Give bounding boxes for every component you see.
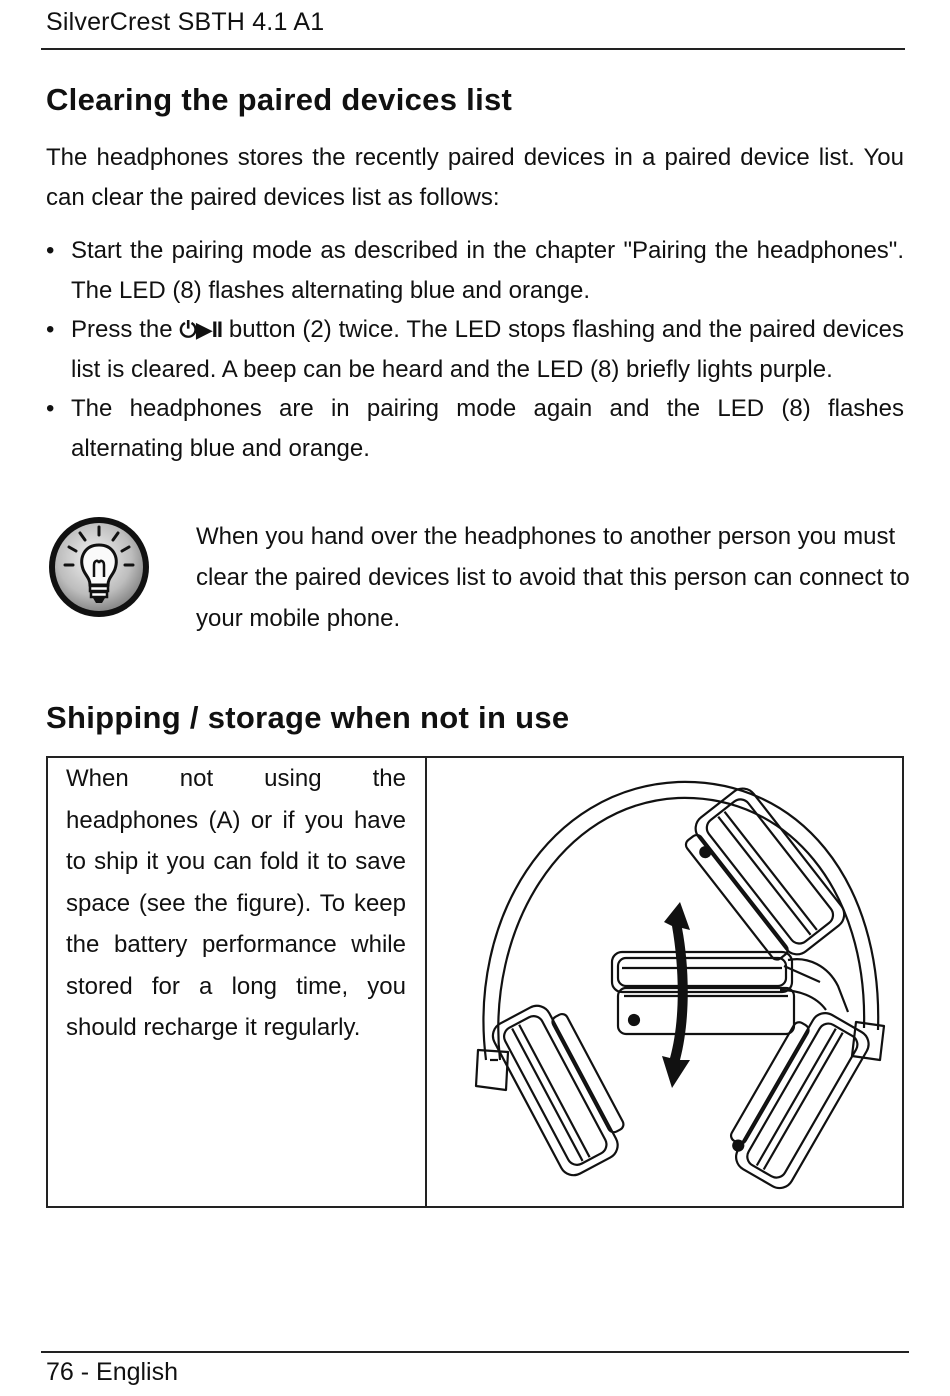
folding-headphones-illustration (428, 760, 904, 1206)
list-item (46, 231, 904, 310)
bullet-text-1: Start the pairing mode as described in the chapter "Pairing the headphones". The LED (8) flashes alternating blue and orange. (71, 237, 904, 304)
bullet-text-3: The headphones are in pairing mode again and the LED (8) flashes alternating blue and orange. (71, 395, 904, 462)
instruction-list (46, 231, 904, 468)
tip-text: When you hand over the headphones to another person you must clear the paired devices list to avoid that this person can connect to your mobile phone. (196, 523, 910, 632)
power-play-pause-icon: ⏻▶II (179, 317, 222, 342)
intro-paragraph: The headphones stores the recently paired devices in a paired device list. You can clear the paired devices list as follows: (46, 144, 904, 211)
storage-text: When not using the headphones (A) or if you have to ship it you can fold it to save space (see the figure). To keep the battery performance while stored for a long time, you should recharge it regularly. (66, 765, 406, 1041)
list-item (46, 389, 904, 468)
footer-rule (41, 1351, 909, 1353)
bullet-text-2-post: button (2) twice. The LED stops flashing and the paired devices list is cleared. A beep can be heard and the LED (8) briefly lights purple. (71, 316, 904, 383)
page-number: 76 - English (46, 1358, 179, 1386)
section-heading-shipping: Shipping / storage when not in use (46, 700, 570, 735)
header-rule (41, 48, 905, 50)
running-header: SilverCrest SBTH 4.1 A1 (46, 8, 325, 36)
bullet-text-2-pre: Press the (71, 316, 173, 343)
lightbulb-tip-icon (47, 515, 151, 619)
storage-table (46, 756, 904, 1208)
list-item (46, 310, 904, 389)
section-heading-clearing: Clearing the paired devices list (46, 82, 513, 117)
table-divider (425, 758, 427, 1206)
